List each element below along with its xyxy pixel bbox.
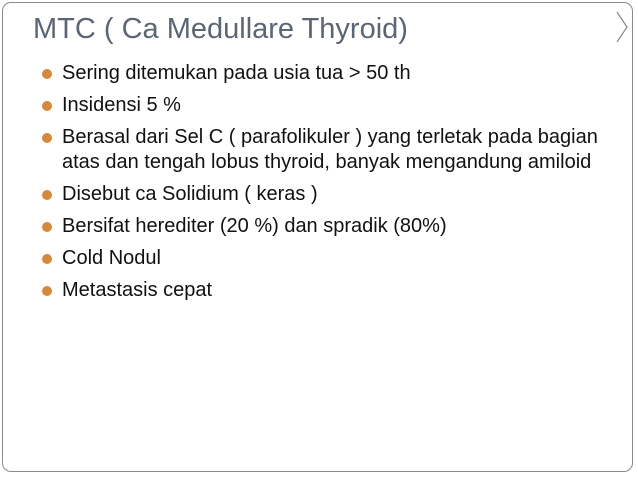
slide-title: MTC ( Ca Medullare Thyroid) [33,13,408,45]
bullet-dot-icon [42,69,52,79]
bullet-item [39,93,599,118]
bullet-dot-icon [42,133,52,143]
bullet-dot-icon [42,190,52,200]
bullet-item [39,125,599,175]
bullet-dot-icon [42,254,52,264]
bullet-text: Sering ditemukan pada usia tua > 50 th [62,62,411,84]
bullet-text: Insidensi 5 % [62,94,181,116]
bullet-list [39,61,599,310]
bullet-text: Bersifat herediter (20 %) dan spradik (80%) [62,215,447,237]
bullet-item [39,246,599,271]
chevron-right-icon [614,11,630,43]
bullet-item [39,214,599,239]
bullet-dot-icon [42,222,52,232]
bullet-text: Cold Nodul [62,247,161,269]
bullet-dot-icon [42,101,52,111]
bullet-text: Metastasis cepat [62,279,213,301]
bullet-text: Disebut ca Solidium ( keras ) [62,183,318,205]
bullet-item [39,278,599,303]
bullet-item [39,61,599,86]
bullet-item [39,182,599,207]
slide-frame [2,2,633,472]
bullet-dot-icon [42,286,52,296]
bullet-text: Berasal dari Sel C ( parafolikuler ) yang terletak pada bagian atas dan tengah lobus thyroid, banyak mengandung amiloid [62,126,598,173]
